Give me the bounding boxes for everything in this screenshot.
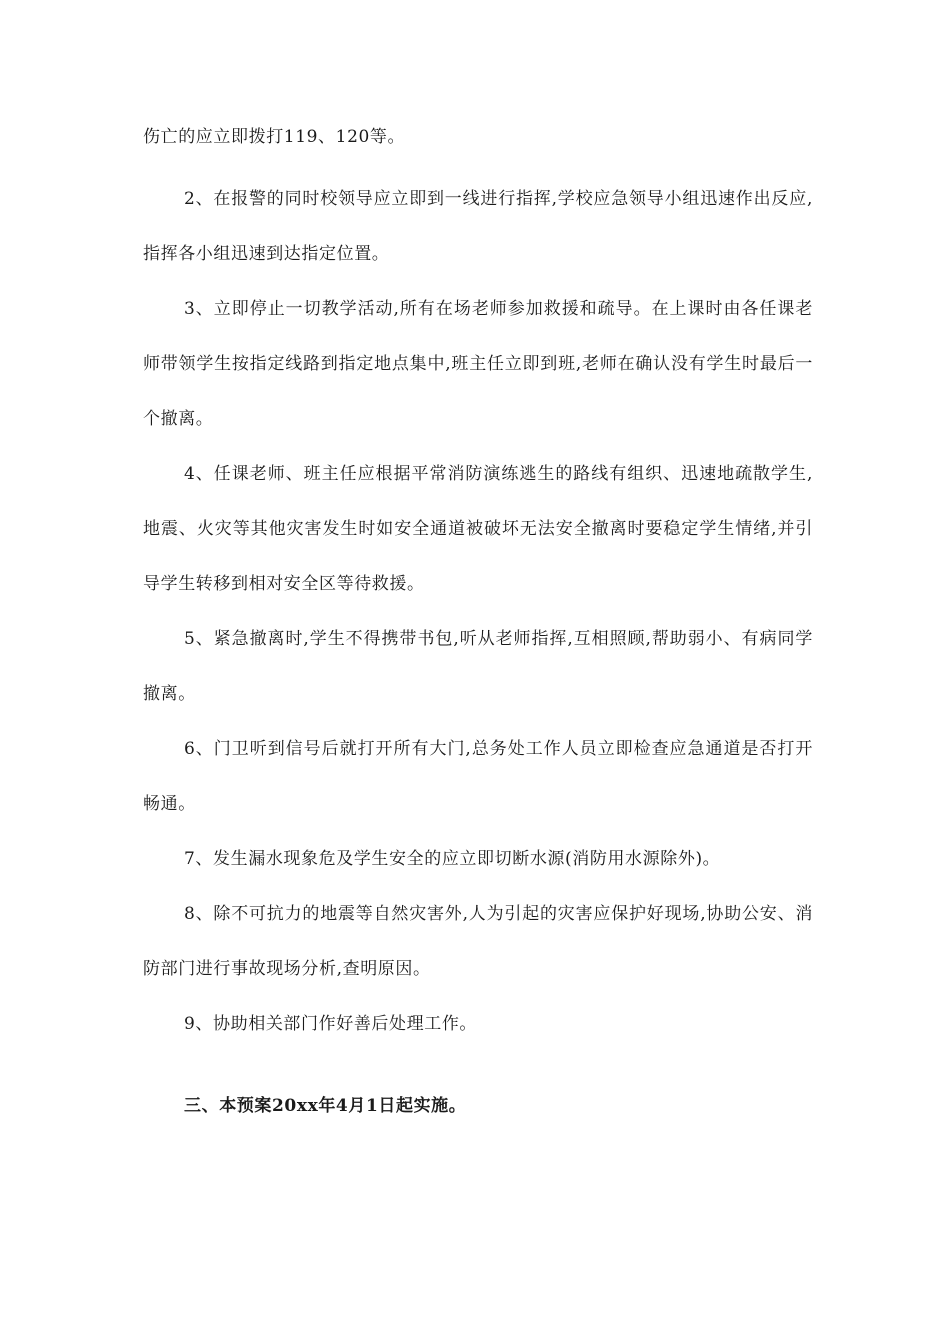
paragraph-continuation: 伤亡的应立即拨打119、120等。 [143,127,406,147]
paragraph-item-7: 7、发生漏水现象危及学生安全的应立即切断水源(消防用水源除外)。 [184,849,721,869]
paragraph-item-3: 3、立即停止一切教学活动,所有在场老师参加救援和疏导。在上课时由各任课老师带领学生按指定线路到指定地点集中,班主任立即到班,老师在确认没有学生时最后一个撤离。 [143,299,813,429]
paragraph-item-6: 6、门卫听到信号后就打开所有大门,总务处工作人员立即检查应急通道是否打开畅通。 [143,739,813,814]
paragraph-item-4: 4、任课老师、班主任应根据平常消防演练逃生的路线有组织、迅速地疏散学生,地震、火灾等其他灾害发生时如安全通道被破坏无法安全撤离时要稳定学生情绪,并引导学生转移到相对安全区等待救援。 [143,464,813,594]
paragraph-item-8: 8、除不可抗力的地震等自然灾害外,人为引起的灾害应保护好现场,协助公安、消防部门进行事故现场分析,查明原因。 [143,904,813,979]
paragraph-item-2: 2、在报警的同时校领导应立即到一线进行指挥,学校应急领导小组迅速作出反应,指挥各小组迅速到达指定位置。 [143,189,813,264]
section-heading-3: 三、本预案20xx年4月1日起实施。 [184,1096,467,1116]
paragraph-item-9: 9、协助相关部门作好善后处理工作。 [184,1014,478,1034]
paragraph-item-5: 5、紧急撤离时,学生不得携带书包,听从老师指挥,互相照顾,帮助弱小、有病同学撤离。 [143,629,813,704]
